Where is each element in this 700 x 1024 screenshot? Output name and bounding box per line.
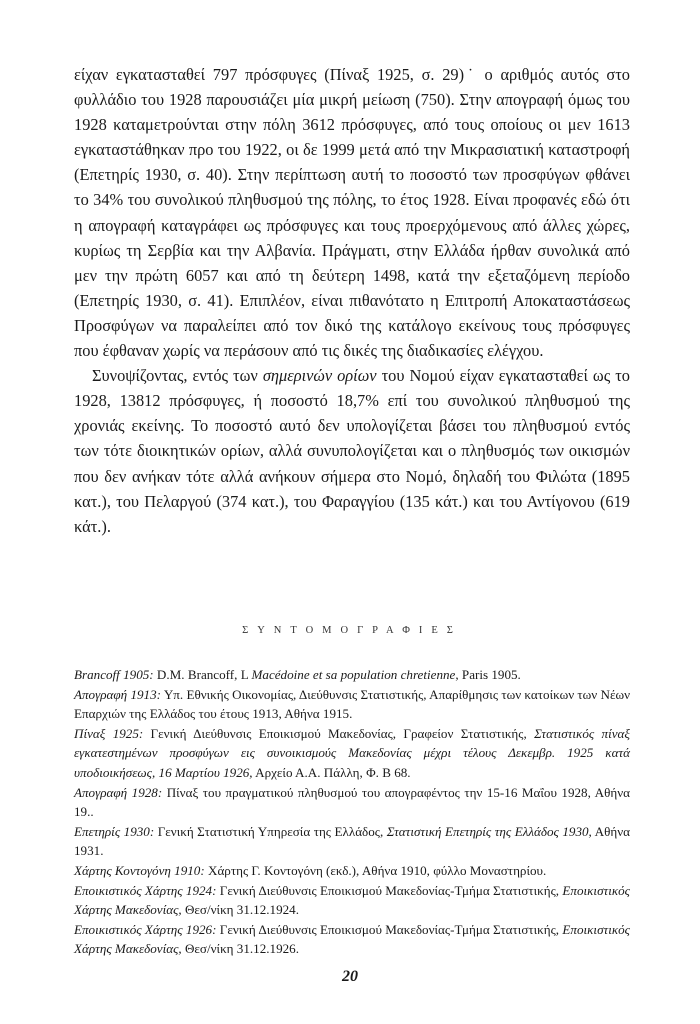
reference-key: Brancoff 1905: xyxy=(74,667,154,682)
abbreviations-list xyxy=(74,665,630,959)
reference-title: Στατιστική Επετηρίς της Ελλάδος 1930, xyxy=(386,823,592,839)
main-text xyxy=(74,62,630,539)
reference-entry xyxy=(74,881,630,920)
abbreviations-heading: ΣΥΝΤΟΜΟΓΡΑΦΙΕΣ xyxy=(242,625,462,636)
reference-key: Απογραφή 1913: xyxy=(74,686,162,702)
reference-title: Εποικιστικός Χάρτης Μακεδονίας, xyxy=(74,882,630,918)
reference-text: Πίναξ του πραγματικού πληθυσμού του απογραφέντος την 15-16 Μαΐου 1928, Αθήνα 19.. xyxy=(74,784,630,820)
reference-entry xyxy=(74,724,630,783)
reference-title: Macédoine et sa population chretienne xyxy=(251,667,456,682)
reference-title: Εποικιστικός Χάρτης Μακεδονίας, xyxy=(74,921,630,957)
paragraph-2 xyxy=(74,363,630,539)
page-number: 20 xyxy=(342,968,358,985)
reference-text: Χάρτης Γ. Κοντογόνη (εκδ.), Αθήνα 1910, φύλλο Μοναστηρίου. xyxy=(204,862,547,878)
paragraph-1: είχαν εγκατασταθεί 797 πρόσφυγες (Πίναξ 1925, σ. 29)˙ ο αριθμός αυτός στο φυλλάδιο του 1928 παρουσιάζει μία μικρή μείωση (750). Στην απογραφή όμως του 1928 καταμετρούνται στην πόλη 3612 πρόσφυγες, από τους οποίους οι μεν 1613 εγκαταστάθηκαν προ του 1922, οι δε 1999 μετά από την Μικρασιατική καταστροφή (Επετηρίς 1930, σ. 40). Στην περίπτωση αυτή το ποσοστό των προσφύγων φθάνει το 34% του συνολικού πληθυσμού της πόλης, το έτος 1928. Είναι προφανές εδώ ότι η απογραφή καταγράφει ως πρόσφυγες και τους προερχόμενους από άλλες χώρες, κυρίως τη Σερβία και την Αλβανία. Πράγματι, στην Ελλάδα ήρθαν συνολικά από μεν την πρώτη 6057 και από τη δεύτερη 1498, κατά την εξεταζόμενη περίοδο (Επετηρίς 1930, σ. 41). Επιπλέον, είναι πιθανότατο η Επιτροπή Αποκαταστάσεως Προσφύγων να παραλείπει από τον δικό της κατάλογο εκείνους τους πρόσφυγες που έφθαναν χωρίς να περάσουν από τις δικές της διαδικασίες ελέγχου. xyxy=(74,65,630,361)
reference-text: D.M. Brancoff, L xyxy=(153,667,252,682)
reference-text: Αθήνα 1931. xyxy=(74,823,630,859)
reference-entry xyxy=(74,685,630,724)
reference-text: Γενική Διεύθυνσις Εποικισμού Μακεδονίας, Γραφείον Στατιστικής, xyxy=(143,725,535,741)
reference-key: Εποικιστικός Χάρτης 1926: xyxy=(74,921,217,937)
reference-text: Θεσ/νίκη 31.12.1926. xyxy=(181,941,299,957)
reference-text: Γενική Διεύθυνσις Εποικισμού Μακεδονίας-Τμήμα Στατιστικής, xyxy=(216,921,563,937)
reference-key: Χάρτης Κοντογόνη 1910: xyxy=(74,862,205,878)
reference-entry xyxy=(74,861,630,881)
paragraph-2-end: του Νομού είχαν εγκατασταθεί ως το 1928, 13812 πρόσφυγες, ή ποσοστό 18,7% επί του συνολικού πληθυσμού της χρονιάς εκείνης. Το ποσοστό αυτό δεν υπολογίζεται βάσει του πληθυσμού εντός των τότε διοικητικών ορίων, αλλά συνυπολογίζεται και ο πληθυσμός των οικισμών που δεν ανήκαν τότε αλλά ανήκουν σήμερα στο Νομό, δηλαδή του Φιλώτα (1895 κατ.), του Πελαργού (374 κατ.), του Φαραγγίου (135 κάτ.) και του Αντίγονου (619 κάτ.). xyxy=(74,366,630,536)
reference-text: Γενική Διεύθυνσις Εποικισμού Μακεδονίας-Τμήμα Στατιστικής, xyxy=(216,882,563,898)
reference-text: Θεσ/νίκη 31.12.1924. xyxy=(181,902,299,918)
reference-text: , Paris 1905. xyxy=(455,667,521,682)
reference-key: Απογραφή 1928: xyxy=(74,784,163,800)
reference-text: Αρχείο Α.Α. Πάλλη, Φ. Β 68. xyxy=(252,764,411,780)
reference-entry xyxy=(74,783,630,822)
reference-entry xyxy=(74,920,630,959)
reference-entry xyxy=(74,665,630,685)
reference-text: Γενική Στατιστική Υπηρεσία της Ελλάδος, xyxy=(154,823,387,839)
reference-key: Επετηρίς 1930: xyxy=(74,823,155,839)
reference-key: Πίναξ 1925: xyxy=(74,725,144,741)
paragraph-2-emphasis: σημερινών ορίων xyxy=(262,366,377,386)
reference-key: Εποικιστικός Χάρτης 1924: xyxy=(74,882,217,898)
reference-title: Στατιστικός πίναξ εγκατεστημένων προσφύγων εις συνοικισμούς Μακεδονίας μέχρι τέλους Δεκεμβρ. 1925 κατά υποδιοικήσεως, 16 Μαρτίου 1926, xyxy=(74,725,631,780)
reference-text: Υπ. Εθνικής Οικονομίας, Διεύθυνσις Στατιστικής, Απαρίθμησις των κατοίκων των Νέων Επαρχιών της Ελλάδος του έτους 1913, Αθήνα 1915. xyxy=(74,686,631,722)
paragraph-2-start: Συνοψίζοντας, εντός των xyxy=(92,366,263,386)
reference-entry xyxy=(74,822,630,861)
